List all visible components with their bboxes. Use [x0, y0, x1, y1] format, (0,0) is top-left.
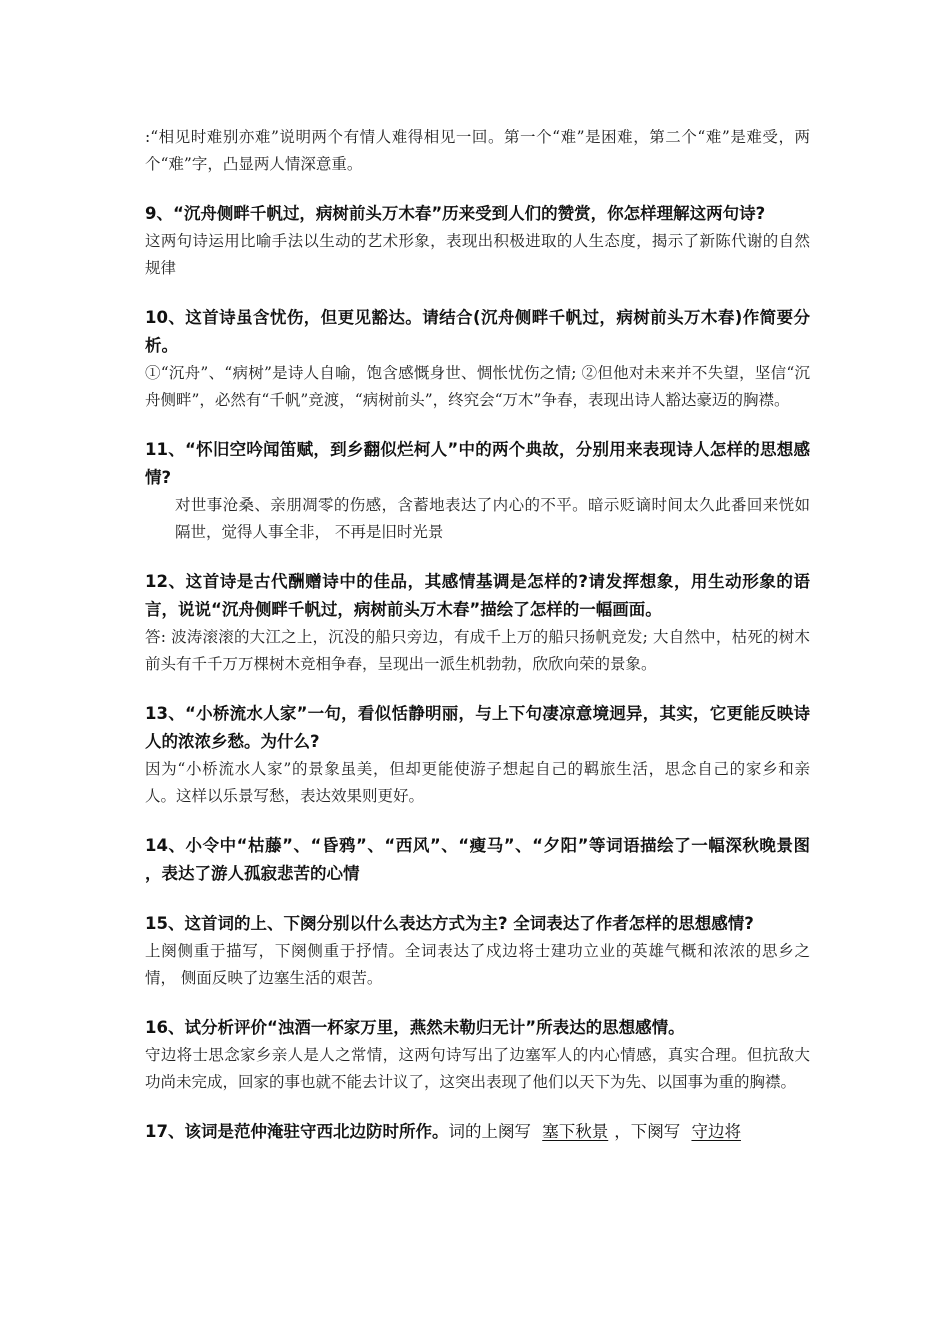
- answer-text: 守边将士思念家乡亲人是人之常情，这两句诗写出了边塞军人的内心情感，真实合理。但抗敌大功尚未完成，回家的事也就不能去计议了，这突出表现了他们以天下为先、以国事为重的胸襟。: [145, 1046, 810, 1091]
- question-text-part-2: ，下阕写: [614, 1122, 686, 1141]
- question-text: 11、“怀旧空吟闻笛赋，到乡翻似烂柯人”中的两个典故，分别用来表现诗人怎样的思想感情?: [145, 440, 810, 487]
- question-block-11: [145, 436, 810, 546]
- answer-text: 答: 波涛滚滚的大江之上，沉没的船只旁边，有成千上万的船只扬帆竞发; 大自然中，枯死的树木前头有千千万万棵树木竞相争春，呈现出一派生机勃勃，欣欣向荣的景象。: [145, 628, 810, 673]
- document-page: [145, 124, 810, 1146]
- question-block-16: [145, 1014, 810, 1096]
- question-text: 14、小令中“枯藤”、“昏鸦”、“西风”、“瘦马”、“夕阳”等词语描绘了一幅深秋晚景图 ，表达了游人孤寂悲苦的心情: [145, 836, 810, 883]
- answer-text: 因为“小桥流水人家”的景象虽美，但却更能使游子想起自己的羁旅生活，思念自己的家乡和亲人。这样以乐景写愁，表达效果则更好。: [145, 760, 810, 805]
- fill-blank-2: 守边将: [691, 1122, 741, 1141]
- question-text: 13、“小桥流水人家”一句，看似恬静明丽，与上下句凄凉意境迥异，其实，它更能反映诗人的浓浓乡愁。为什么?: [145, 704, 810, 751]
- answer-block-8: [145, 124, 810, 178]
- answer-text: 上阕侧重于描写，下阕侧重于抒情。全词表达了戍边将士建功立业的英雄气概和浓浓的思乡之情， 侧面反映了边塞生活的艰苦。: [145, 942, 810, 987]
- question-lead: 17、该词是范仲淹驻守西北边防时所作。: [145, 1122, 449, 1141]
- question-text: 15、这首词的上、下阕分别以什么表达方式为主? 全词表达了作者怎样的思想感情?: [145, 914, 754, 933]
- question-text-part-1: 词的上阕写: [448, 1122, 537, 1141]
- fill-blank-1: 塞下秋景: [542, 1122, 609, 1141]
- answer-text: ①“沉舟”、“病树”是诗人自喻，饱含感慨身世、惆怅忧伤之情; ②但他对未来并不失望，坚信“沉舟侧畔”，必然有“千帆”竞渡，“病树前头”，终究会“万木”争春，表现出诗人豁达豪迈的胸襟。: [145, 364, 810, 409]
- answer-text: :“相见时难别亦难”说明两个有情人难得相见一回。第一个“难”是困难，第二个“难”是难受，两个“难”字，凸显两人情深意重。: [145, 128, 810, 173]
- question-block-15: [145, 910, 810, 992]
- question-text: 9、“沉舟侧畔千帆过，病树前头万木春”历来受到人们的赞赏，你怎样理解这两句诗?: [145, 204, 766, 223]
- question-text: 16、试分析评价“浊酒一杯家万里，燕然未勒归无计”所表达的思想感情。: [145, 1018, 685, 1037]
- answer-text: 对世事沧桑、亲朋凋零的伤感，含蓄地表达了内心的不平。暗示贬谪时间太久此番回来恍如隔世，觉得人事全非， 不再是旧时光景: [175, 496, 810, 541]
- question-block-12: [145, 568, 810, 678]
- question-block-10: [145, 304, 810, 414]
- question-text: [145, 1118, 810, 1146]
- answer-text: 这两句诗运用比喻手法以生动的艺术形象，表现出积极进取的人生态度，揭示了新陈代谢的自然规律: [145, 232, 810, 277]
- question-text: 12、这首诗是古代酬赠诗中的佳品，其感情基调是怎样的?请发挥想象，用生动形象的语言，说说“沉舟侧畔千帆过，病树前头万木春”描绘了怎样的一幅画面。: [145, 572, 810, 619]
- question-block-17: [145, 1118, 810, 1146]
- question-block-9: [145, 200, 810, 282]
- question-block-14: [145, 832, 810, 888]
- question-block-13: [145, 700, 810, 810]
- question-text: 10、这首诗虽含忧伤，但更见豁达。请结合(沉舟侧畔千帆过，病树前头万木春)作简要分析。: [145, 308, 810, 355]
